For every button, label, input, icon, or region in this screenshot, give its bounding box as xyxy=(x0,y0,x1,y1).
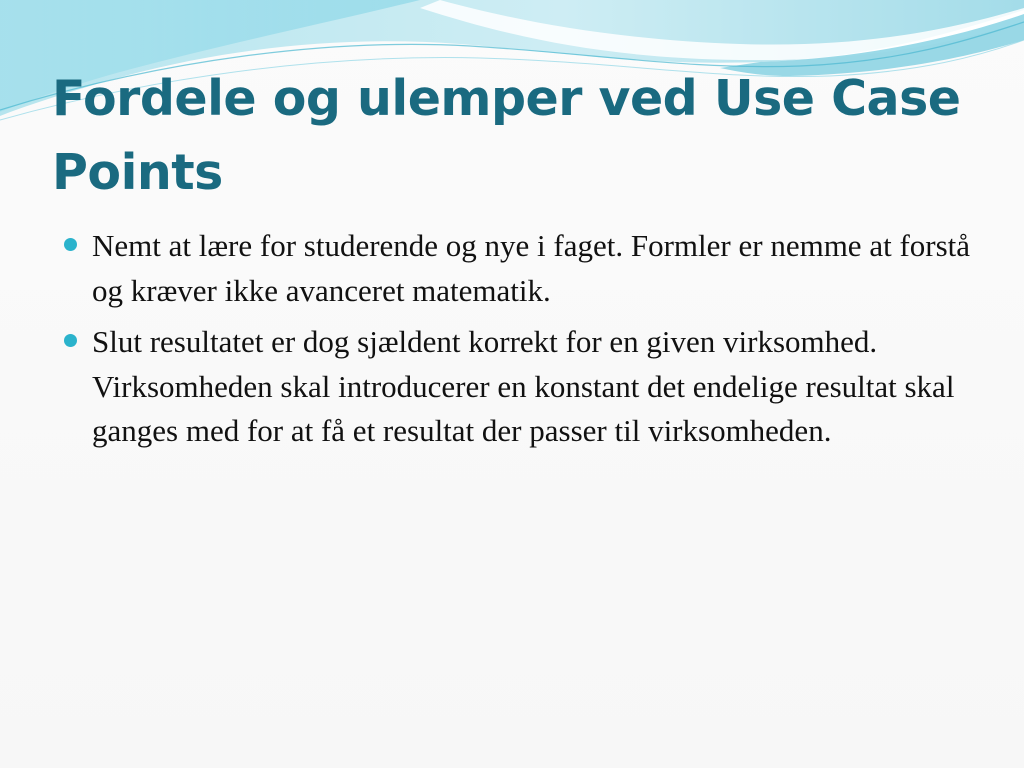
slide-title: Fordele og ulemper ved Use Case Points xyxy=(52,70,961,201)
bullet-text: Nemt at lære for studerende og nye i faget. Formler er nemme at forstå og kræver ikke avanceret matematik. xyxy=(92,228,971,308)
bullet-list xyxy=(64,224,974,461)
list-item xyxy=(64,320,974,454)
bullet-dot-icon xyxy=(64,238,77,251)
list-item xyxy=(64,224,974,313)
bullet-dot-icon xyxy=(64,334,77,347)
bullet-text: Slut resultatet er dog sjældent korrekt for en given virksomhed. Virksomheden skal introducerer en konstant det endelige resultat skal ganges med for at få et resultat der passer til virksomheden. xyxy=(92,324,955,448)
